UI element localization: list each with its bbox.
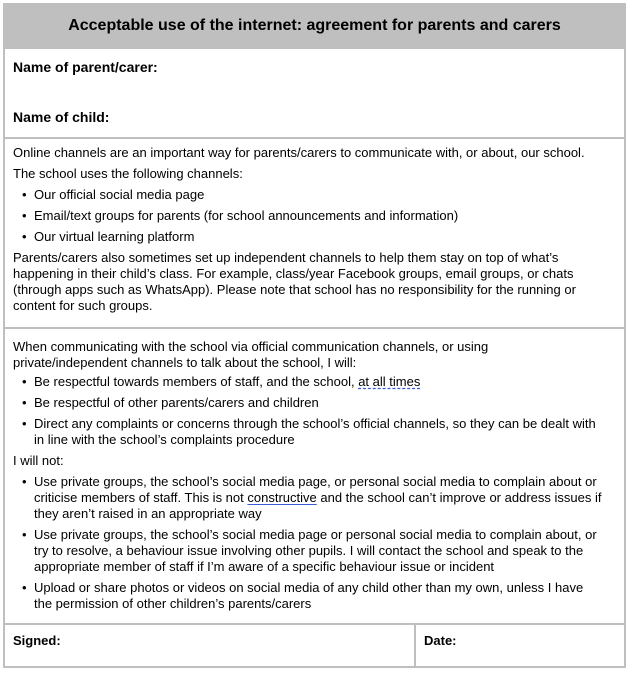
- list-item: [13, 374, 616, 390]
- paragraph-line: Parents/carers also sometimes set up independent channels to help them stay on top of what’s: [13, 250, 559, 265]
- spellcheck-underlined-text: at all times: [358, 374, 421, 389]
- form-title: Acceptable use of the internet: agreement for parents and carers: [5, 5, 624, 47]
- list-item-line: [34, 490, 616, 506]
- list-item-line: appropriate member of staff if I’m aware of a specific behaviour issue or incident: [34, 559, 495, 574]
- paragraph-line: (through apps such as WhatsApp). Please note that school has no responsibility for the running or: [13, 282, 576, 297]
- agreement-section: [5, 327, 624, 623]
- list-item: [13, 527, 616, 575]
- list-item: • Email/text groups for parents (for school announcements and information): [13, 208, 616, 224]
- list-item: • Our virtual learning platform: [13, 229, 616, 245]
- list-item-text: Be respectful towards members of staff, and the school,: [34, 374, 359, 389]
- grammar-underlined-text: constructive: [247, 490, 317, 505]
- paragraph-line: content for such groups.: [13, 298, 153, 313]
- parent-name-label: Name of parent/carer:: [13, 59, 158, 75]
- list-item: [13, 580, 616, 612]
- independent-channels-paragraph: [13, 250, 616, 314]
- list-item: [13, 474, 616, 522]
- list-item-line: try to resolve, a behaviour issue involving other pupils. I will contact the school and speak to the: [34, 543, 584, 558]
- child-name-label: Name of child:: [13, 109, 110, 125]
- paragraph-line: When communicating with the school via official communication channels, or using: [13, 339, 489, 354]
- list-item: • Be respectful of other parents/carers and children: [13, 395, 616, 411]
- date-field[interactable]: [416, 625, 624, 666]
- list-item-line: • Upload or share photos or videos on social media of any child other than my own, unless I have: [34, 580, 584, 595]
- list-item-line: • Use private groups, the school’s social media page, or personal social media to complain about or: [34, 474, 597, 489]
- paragraph-line: private/independent channels to talk about the school, I will:: [13, 355, 357, 370]
- names-section: [5, 47, 624, 137]
- list-item-line: in line with the school’s complaints procedure: [34, 432, 295, 447]
- list-item: [13, 416, 616, 448]
- will-list: [13, 374, 616, 448]
- list-item-line: they aren’t raised in an appropriate way: [34, 506, 262, 521]
- agreement-intro: [13, 339, 616, 371]
- channels-intro: Online channels are an important way for parents/carers to communicate with, or about, our school.: [13, 145, 585, 160]
- list-item-line: the permission of other children’s parents/carers: [34, 596, 312, 611]
- date-label: Date:: [424, 633, 457, 648]
- agreement-form: [3, 3, 626, 668]
- list-item-line: • Direct any complaints or concerns through the school’s official channels, so they can be dealt with: [34, 416, 596, 431]
- signed-label: Signed:: [13, 633, 61, 648]
- list-item-text: criticise members of staff. This is not: [34, 490, 248, 505]
- signed-field[interactable]: [5, 625, 416, 666]
- will-not-label: I will not:: [13, 453, 64, 468]
- will-not-list: [13, 474, 616, 612]
- channels-list: [13, 187, 616, 245]
- channels-intro-2: The school uses the following channels:: [13, 166, 243, 181]
- list-item: • Our official social media page: [13, 187, 616, 203]
- list-item-text: and the school can’t improve or address issues if: [316, 490, 602, 505]
- signature-row: [5, 623, 624, 666]
- channels-section: [5, 137, 624, 327]
- paragraph-line: happening in their child’s class. For example, class/year Facebook groups, email groups, or chats: [13, 266, 574, 281]
- list-item-line: • Use private groups, the school’s social media page or personal social media to complain about, or: [34, 527, 597, 542]
